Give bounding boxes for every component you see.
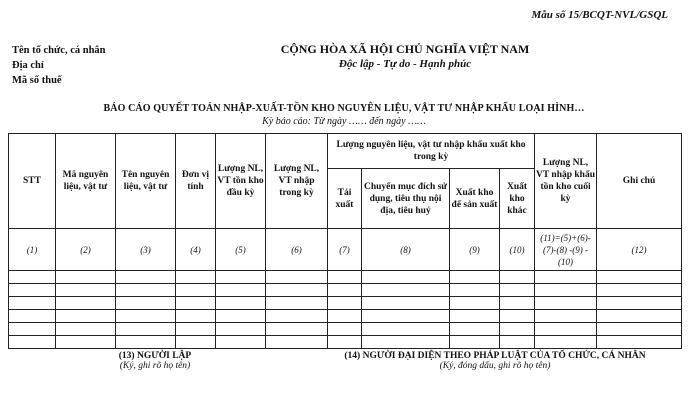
column-number: (4)	[176, 229, 216, 271]
header-unit: Đơn vị tính	[176, 134, 216, 229]
table-cell[interactable]	[597, 271, 682, 284]
nation-motto: Độc lập - Tự do - Hạnh phúc	[338, 58, 472, 70]
table-cell[interactable]	[176, 271, 216, 284]
table-cell[interactable]	[535, 310, 597, 323]
column-number: (10)	[500, 229, 535, 271]
table-cell[interactable]	[176, 323, 216, 336]
table-cell[interactable]	[450, 310, 500, 323]
table-cell[interactable]	[450, 284, 500, 297]
table-cell[interactable]	[216, 323, 266, 336]
table-cell[interactable]	[56, 310, 116, 323]
header-stt: STT	[9, 134, 56, 229]
table-cell[interactable]	[450, 323, 500, 336]
column-number: (7)	[328, 229, 362, 271]
table-cell[interactable]	[500, 310, 535, 323]
table-cell[interactable]	[116, 284, 176, 297]
org-tax-label: Mã số thuế	[12, 75, 62, 86]
table-cell[interactable]	[362, 297, 450, 310]
preparer-note: (Ký, ghi rõ họ tên)	[119, 361, 191, 371]
table-row	[9, 271, 682, 284]
column-number: (11)=(5)+(6)-(7)-(8) -(9) - (10)	[535, 229, 597, 271]
table-row	[9, 336, 682, 349]
column-number: (9)	[450, 229, 500, 271]
table-cell[interactable]	[597, 310, 682, 323]
table-cell[interactable]	[56, 323, 116, 336]
header-material-name: Tên nguyên liệu, vật tư	[116, 134, 176, 229]
table-cell[interactable]	[450, 336, 500, 349]
table-cell[interactable]	[56, 284, 116, 297]
header-closing-stock: Lượng NL, VT nhập khẩu tồn kho cuối kỳ	[535, 134, 597, 229]
table-cell[interactable]	[266, 336, 328, 349]
header-material-code: Mã nguyên liệu, vật tư	[56, 134, 116, 229]
form-code: Mẫu số 15/BCQT-NVL/GSQL	[531, 9, 668, 21]
header-row-1	[9, 134, 682, 169]
table-cell[interactable]	[266, 297, 328, 310]
header-re-export: Tái xuất	[328, 169, 362, 229]
table-cell[interactable]	[535, 271, 597, 284]
table-cell[interactable]	[535, 323, 597, 336]
table-cell[interactable]	[535, 297, 597, 310]
table-cell[interactable]	[362, 284, 450, 297]
table-cell[interactable]	[328, 297, 362, 310]
table-cell[interactable]	[176, 284, 216, 297]
inventory-table	[8, 133, 682, 349]
preparer-signature	[70, 351, 240, 371]
table-cell[interactable]	[450, 271, 500, 284]
header-exported-group: Lượng nguyên liệu, vật tư nhập khẩu xuất kho trong kỳ	[328, 134, 535, 169]
table-cell[interactable]	[216, 310, 266, 323]
header-production-export: Xuất kho để sản xuất	[450, 169, 500, 229]
table-cell[interactable]	[9, 323, 56, 336]
table-cell[interactable]	[216, 271, 266, 284]
report-title: BÁO CÁO QUYẾT TOÁN NHẬP-XUẤT-TỒN KHO NGUYÊN LIỆU, VẬT TƯ NHẬP KHẨU LOẠI HÌNH…	[103, 103, 585, 114]
table-cell[interactable]	[9, 336, 56, 349]
table-cell[interactable]	[9, 297, 56, 310]
column-number: (2)	[56, 229, 116, 271]
column-number: (3)	[116, 229, 176, 271]
table-cell[interactable]	[500, 323, 535, 336]
table-cell[interactable]	[362, 336, 450, 349]
table-cell[interactable]	[9, 284, 56, 297]
table-cell[interactable]	[56, 336, 116, 349]
representative-note: (Ký, đóng dấu, ghi rõ họ tên)	[439, 361, 551, 371]
table-cell[interactable]	[500, 297, 535, 310]
table-cell[interactable]	[216, 284, 266, 297]
table-row	[9, 323, 682, 336]
table-cell[interactable]	[328, 271, 362, 284]
table-cell[interactable]	[176, 336, 216, 349]
header-opening-stock: Lượng NL, VT tồn kho đầu kỳ	[216, 134, 266, 229]
table-cell[interactable]	[450, 297, 500, 310]
report-period: Kỳ báo cáo: Từ ngày …… đến ngày ……	[262, 116, 426, 127]
table-cell[interactable]	[535, 284, 597, 297]
table-cell[interactable]	[266, 271, 328, 284]
table-cell[interactable]	[116, 297, 176, 310]
table-cell[interactable]	[116, 323, 176, 336]
header-other-export: Xuất kho khác	[500, 169, 535, 229]
table-cell[interactable]	[500, 336, 535, 349]
column-number: (1)	[9, 229, 56, 271]
column-number: (6)	[266, 229, 328, 271]
header-purpose-change: Chuyển mục đích sử dụng, tiêu thụ nội địa, tiêu huỷ	[362, 169, 450, 229]
column-number: (12)	[597, 229, 682, 271]
table-cell[interactable]	[362, 310, 450, 323]
table-cell[interactable]	[328, 284, 362, 297]
org-name-label: Tên tổ chức, cá nhân	[12, 45, 106, 56]
table-cell[interactable]	[328, 323, 362, 336]
table-row	[9, 297, 682, 310]
table-row	[9, 284, 682, 297]
org-info	[12, 43, 106, 88]
table-cell[interactable]	[362, 323, 450, 336]
representative-signature	[325, 351, 665, 371]
column-number: (8)	[362, 229, 450, 271]
table-cell[interactable]	[328, 336, 362, 349]
table-cell[interactable]	[116, 336, 176, 349]
table-cell[interactable]	[362, 271, 450, 284]
table-cell[interactable]	[56, 297, 116, 310]
table-cell[interactable]	[176, 297, 216, 310]
table-cell[interactable]	[176, 310, 216, 323]
table-cell[interactable]	[116, 271, 176, 284]
table-cell[interactable]	[9, 271, 56, 284]
table-cell[interactable]	[597, 336, 682, 349]
table-cell[interactable]	[535, 336, 597, 349]
table-cell[interactable]	[500, 271, 535, 284]
table-cell[interactable]	[266, 310, 328, 323]
table-cell[interactable]	[266, 284, 328, 297]
nation-title: CỘNG HÒA XÃ HỘI CHỦ NGHĨA VIỆT NAM	[280, 42, 530, 56]
header-notes: Ghi chú	[597, 134, 682, 229]
column-number-row	[9, 229, 682, 271]
representative-title: (14) NGƯỜI ĐẠI DIỆN THEO PHÁP LUẬT CỦA TỔ CHỨC, CÁ NHÂN	[344, 351, 646, 361]
table-cell[interactable]	[597, 284, 682, 297]
table-cell[interactable]	[216, 297, 266, 310]
table-row	[9, 310, 682, 323]
table-cell[interactable]	[216, 336, 266, 349]
header-imported: Lượng NL, VT nhập trong kỳ	[266, 134, 328, 229]
org-address-label: Địa chỉ	[12, 60, 44, 71]
table-cell[interactable]	[597, 297, 682, 310]
table-cell[interactable]	[116, 310, 176, 323]
preparer-title: (13) NGƯỜI LẬP	[118, 351, 192, 361]
table-cell[interactable]	[56, 271, 116, 284]
table-cell[interactable]	[500, 284, 535, 297]
table-cell[interactable]	[597, 323, 682, 336]
column-number: (5)	[216, 229, 266, 271]
table-cell[interactable]	[9, 310, 56, 323]
table-cell[interactable]	[328, 310, 362, 323]
table-cell[interactable]	[266, 323, 328, 336]
